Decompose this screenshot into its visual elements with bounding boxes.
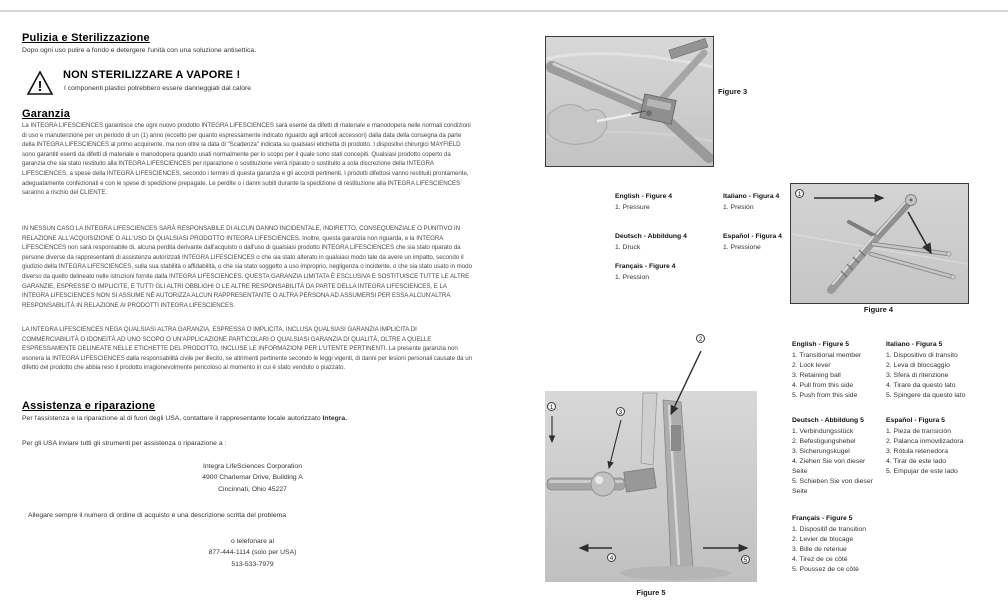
legend-item: 2. Levier de blocage: [792, 536, 854, 543]
legend-item: 1. Pieza de transición: [886, 428, 951, 435]
legend-item: 4. Tirare da questo lato: [886, 382, 956, 389]
phone-line-2: 877-444-1114 (solo per USA): [208, 549, 297, 557]
figure5-marker-1: 1: [547, 402, 556, 411]
legend-item: 3. Bille de retenue: [792, 546, 847, 553]
legend-items: [792, 525, 890, 575]
legend-item: 3. Sfera di ritenzione: [886, 372, 949, 379]
legend-heading: Italiano - Figura 5: [886, 341, 943, 348]
legend-item: 5. Schieben Sie von dieser Seite: [792, 478, 873, 495]
address-line-2: 4900 Charlemar Drive, Building A: [202, 474, 303, 482]
service-usa-line: Per gli USA inviare tutti gli strumenti per assistenza o riparazione a :: [22, 440, 227, 447]
figure5-legend-francais: [792, 514, 890, 575]
cleaning-section-title: Pulizia e Sterilizzazione: [22, 32, 150, 44]
legend-items: [792, 427, 874, 497]
legend-item: 5. Poussez de ce côté: [792, 566, 859, 573]
service-section-title: Assistenza e riparazione: [22, 400, 156, 412]
figure4-caption: Figure 4: [863, 305, 894, 314]
figure5-marker-4: 4: [607, 553, 616, 562]
legend-item: 2. Leva di bloccaggio: [886, 362, 950, 369]
legend-items: [886, 427, 988, 477]
legend-item: 5. Spingere da questo lato: [886, 392, 966, 399]
legend-item: 1. Pression: [615, 274, 650, 281]
warranty-paragraph-2: IN NESSUN CASO LA INTEGRA LIFESCIENCES SARÀ RESPONSABILE DI ALCUN DANNO INCIDENTALE, INDIRETTO, CONSEQUENZIALE O PUNITIVO IN RELAZIONE ALL'ACQUISIZIONE O ALL'USO DI QUALSIASI PRODOTTO INTEGRA LIFESCIENCES. Inoltre, questa garanzia non riguarda, e la INTEGRA LIFESCIENCES non sarà responsabile di, alcuna perdita derivante dall'acquisto o dall'uso di qualsiasi prodotto INTEGRA LIFESCIENCES che sia stato riparato da persone diverse da rappresentanti di assistenza autorizzati INTEGRA LIFESCIENCES o che sia stato alterato in qualsiasi modo tale da avere un impatto, secondo il giudizio della INTEGRA LIFESCIENCES, sulla sua stabilità o affidabilità, o che sia stato soggetto a uso improprio, negligenza o incidente, o che sia stato usato in modo diverso da quello delineato nelle istruzioni fornite dalla INTEGRA LIFESCIENCES. QUESTA GARANZIA LIMITATA È ESCLUSIVA E SOSTITUISCE TUTTE LE ALTRE GARANZIE, ESPRESSE O IMPLICITE, E TUTTI GLI ALTRI OBBLIGHI O LE ALTRE RESPONSABILITÀ DA PARTE DELLA INTEGRA LIFESCIENCES, E LA INTEGRA LIFESCIENCES NON SI ASSUME NÉ AUTORIZZA ALCUN RAPPRESENTANTE O ALTRA PERSONA AD ASSUMERSI PER ESSA ALCUN'ALTRA RESPONSABILITÀ IN RELAZIONE AI PRODOTTI INTEGRA LIFESCIENCES.: [22, 225, 472, 309]
service-intro-text: Per l'assistenza e la riparazione al di fuori degli USA, contattare il rappresentante locale autorizzato: [22, 415, 323, 422]
figure5-legend-italiano: [886, 340, 988, 401]
legend-item: 2. Palanca inmovilizadora: [886, 438, 964, 445]
legend-heading: English - Figure 5: [792, 341, 850, 348]
legend-item: 4. Pull from this side: [792, 382, 854, 389]
legend-item: 1. Dispositivo di transito: [886, 352, 958, 359]
legend-item: 1. Dispositif de transition: [792, 526, 867, 533]
warranty-paragraph-3: LA INTEGRA LIFESCIENCES NEGA QUALSIASI ALTRA GARANZIA, ESPRESSA O IMPLICITA, INCLUSA QUALSIASI GARANZIA IMPLICITA DI COMMERCIABILITÀ O IDONEITÀ AD UNO SCOPO O UN'APPLICAZIONE PARTICOLARI O QUALSIASI GARANZIA DI QUALITÀ, OLTRE A QUELLE ESPRESSAMENTE DELINEATE NELLE ETICHETTE DEL PRODOTTO, INCLUSE LE INFORMAZIONI PER L'UTENTE PERTINENTI. La presente garanzia non esonera la INTEGRA LIFESCIENCES dalla responsabilità civile per illecito, se altrimenti pertinente secondo le leggi vigenti, di danni per lesioni personali causate da un difetto del prodotto che abbia reso il prodotto irragionevolmente pericoloso al momento in cui è stato venduto o piazzato.: [22, 326, 473, 372]
figure5-legend-deutsch: [792, 416, 874, 497]
service-intro: [22, 415, 482, 422]
legend-heading: Deutsch - Abbildung 5: [792, 417, 864, 424]
legend-item: 4. Ziehen Sie von dieser Seite: [792, 458, 866, 475]
figure5-legend-espanol: [886, 416, 988, 477]
figure4-legend-deutsch: [615, 232, 715, 253]
warning-body: I componenti plastici potrebbero essere danneggiati dal calore: [64, 85, 252, 92]
legend-item: 4. Tirez de ce côté: [792, 556, 848, 563]
legend-heading: Español - Figura 5: [886, 417, 945, 424]
legend-heading: Deutsch - Abbildung 4: [615, 233, 687, 240]
legend-item: 2. Lock lever: [792, 362, 831, 369]
figure3-caption: Figure 3: [718, 87, 748, 96]
legend-heading: Italiano - Figura 4: [723, 193, 780, 200]
warning-triangle-icon: [26, 70, 58, 97]
service-address: [60, 461, 445, 495]
figure4-marker-1: 1: [795, 189, 804, 198]
legend-item: 1. Presión: [723, 204, 754, 211]
figure5-marker-5: 5: [741, 555, 750, 564]
legend-item: 4. Tirar de este lado: [886, 458, 947, 465]
figure5-legend-english: [792, 340, 882, 401]
svg-text:!: !: [37, 78, 43, 95]
figure5-marker-3: 3: [616, 407, 625, 416]
legend-item: 1. Druck: [615, 244, 641, 251]
service-intro-brand: Integra.: [322, 415, 348, 422]
legend-item: 1. Pressure: [615, 204, 650, 211]
cleaning-section-body: Dopo ogni uso pulire a fondo e detergere l'unità con una soluzione antisettica.: [22, 47, 257, 54]
figure5-caption: Figure 5: [636, 588, 666, 597]
figure4-photo: [790, 183, 969, 304]
phone-line-1: o telefonare al: [230, 538, 275, 545]
figure5-marker-2: 2: [696, 334, 705, 343]
legend-items: [792, 351, 882, 401]
legend-heading: English - Figure 4: [615, 193, 673, 200]
legend-heading: Français - Figure 5: [792, 515, 853, 522]
address-line-1: Integra LifeSciences Corporation: [203, 463, 302, 470]
legend-item: 1. Transitional member: [792, 352, 862, 359]
legend-item: 3. Retaining ball: [792, 372, 841, 379]
warranty-paragraph-1: La INTEGRA LIFESCIENCES garantisce che ogni nuovo prodotto INTEGRA LIFESCIENCES sarà esente da difetti di materiale e manodopera nelle normali condizioni di uso e manutenzione per un periodo di un (1) anno (eccetto per quanto espressamente indicato riguardo agli articoli accessori) dalla data della consegna da parte della INTEGRA LIFESCIENCES al primo acquirente, ma non oltre la data di "Scadenza" indicata su qualsiasi etichetta di prodotto. I dispositivi chirurgici MAYFIELD sono garantiti esenti da difetti di materiale e manodopera quando usati normalmente per lo scopo per il quale sono stati concepiti. Qualsiasi prodotto coperto da garanzia che sia stato restituito alla INTEGRA LIFESCIENCES per riparazione o sostituzione verrà riparato o sostituito a sola discrezione della INTEGRA LIFESCIENCES, a spese della INTEGRA LIFESCIENCES, secondo i termini di questa garanzia e gli accordi pertinenti. I prodotti difettosi vanno restituiti prontamente, adeguatamente confezionati e con le spese di spedizione prepagate. Le perdite o i danni subiti durante la spedizione di restituzione alla INTEGRA LIFESCIENCES saranno a rischio del CLIENTE.: [22, 122, 471, 197]
service-phone: [60, 536, 445, 570]
legend-items: [886, 351, 988, 401]
legend-heading: Español - Figura 4: [723, 233, 782, 240]
legend-item: 5. Push from this side: [792, 392, 858, 399]
legend-item: 3. Rótula retenedora: [886, 448, 948, 455]
warning-title: NON STERILIZZARE A VAPORE !: [63, 69, 241, 81]
page-top-scan-line: [0, 10, 1008, 12]
figure4-legend-francais: [615, 262, 715, 283]
phone-line-3: 513-533-7979: [231, 560, 274, 568]
warranty-section-title: Garanzia: [22, 108, 71, 120]
legend-item: 1. Verbindungsstück: [792, 428, 854, 435]
figure5-photo: [545, 330, 757, 582]
figure4-legend-english: [615, 192, 715, 213]
legend-item: 1. Pressione: [723, 244, 761, 251]
address-line-3: Cincinnati, Ohio 45227: [218, 485, 287, 493]
legend-heading: Français - Figure 4: [615, 263, 676, 270]
legend-item: 2. Befestigungshebel: [792, 438, 856, 445]
legend-item: 3. Sicherungskugel: [792, 448, 850, 455]
attach-note: Allegare sempre il numero di ordine di acquisto e una descrizione scritta del problema: [28, 512, 287, 519]
legend-item: 5. Empujar de este lado: [886, 468, 958, 475]
figure3-photo: [545, 36, 714, 167]
